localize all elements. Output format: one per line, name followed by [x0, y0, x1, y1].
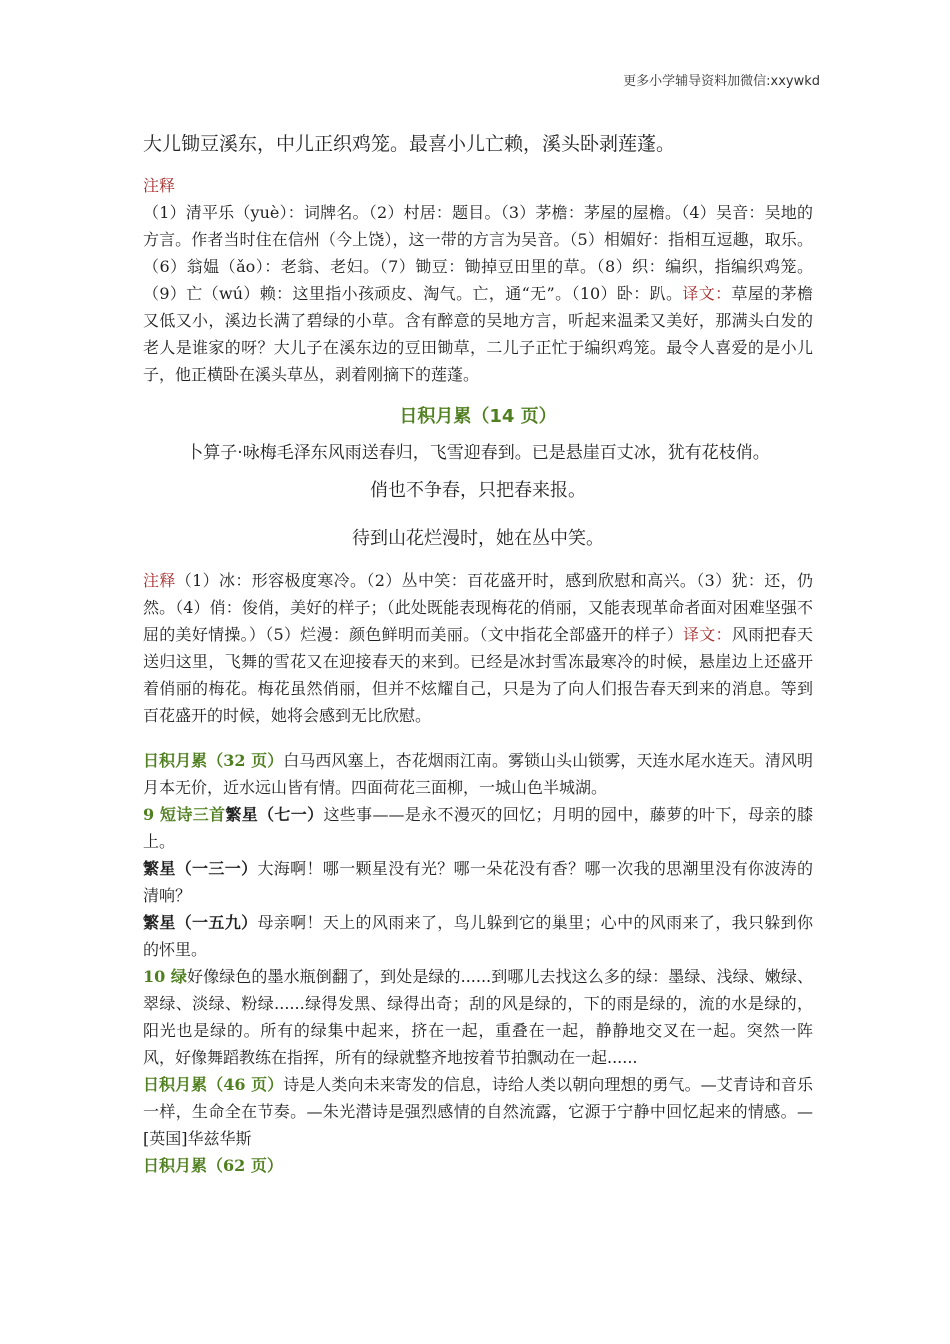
section32-paragraph	[143, 747, 813, 801]
lesson9-title: 9 短诗三首	[143, 805, 226, 824]
translation-label: 译文：	[682, 284, 732, 303]
lesson9-paragraph	[143, 801, 813, 855]
section32-text: 白马西风塞上，杏花烟雨江南。雾锁山头山锁雾，天连水尾水连天。清风明月本无价，近水远山皆有情。四面荷花三面柳，一城山色半城湖。	[143, 751, 813, 797]
poem2-line2: 俏也不争春，只把春来报。	[370, 480, 586, 501]
fanxing71-label: 繁星（七一）	[225, 805, 324, 824]
section-title-32: 日积月累（32 页）	[143, 751, 284, 770]
section-title-62: 日积月累（62 页）	[143, 1156, 283, 1175]
lesson10-title: 10 绿	[143, 967, 188, 986]
poem2-line1: 卜算子·咏梅毛泽东风雨送春归，飞雪迎春到。已是悬崖百丈冰，犹有花枝俏。	[186, 443, 770, 463]
fanxing159-label: 繁星（一五九）	[143, 913, 258, 932]
lesson10-paragraph	[143, 963, 813, 1071]
poem2-line3: 待到山花烂漫时，她在丛中笑。	[352, 528, 604, 549]
notes-label: 注释	[143, 176, 176, 195]
translation2-text: 风雨把春天送归这里，飞舞的雪花又在迎接春天的来到。已经是冰封雪冻最寒冷的时候，悬崖边上还盛开着俏丽的梅花。梅花虽然俏丽，但并不炫耀自己，只是为了向人们报告春天到来的消息。等到百花盛开的时候，她将会感到无比欣慰。	[143, 625, 813, 725]
fanxing131-text: 大海啊！哪一颗星没有光？哪一朵花没有香？哪一次我的思潮里没有你波涛的清响？	[143, 859, 813, 905]
section46-paragraph	[143, 1071, 813, 1152]
section-title-46: 日积月累（46 页）	[143, 1075, 284, 1094]
fanxing131-label: 繁星（一三一）	[143, 859, 258, 878]
fanxing131-paragraph	[143, 855, 813, 909]
notes-paragraph	[143, 199, 813, 388]
translation-text: 草屋的茅檐又低又小，溪边长满了碧绿的小草。含有醉意的吴地方言，听起来温柔又美好，那满头白发的老人是谁家的呀？大儿子在溪东边的豆田锄草，二儿子正忙于编织鸡笼。最令人喜爱的是小儿子，他正横卧在溪头草丛，剥着刚摘下的莲蓬。	[143, 284, 813, 384]
translation2-label: 译文：	[683, 625, 732, 644]
fanxing159-text: 母亲啊！天上的风雨来了，鸟儿躲到它的巢里；心中的风雨来了，我只躲到你的怀里。	[143, 913, 813, 959]
notes2-text: （1）冰：形容极度寒冷。（2）丛中笑：百花盛开时，感到欣慰和高兴。（3）犹：还，仍然。（4）俏：俊俏，美好的样子；（此处既能表现梅花的俏丽，又能表现革命者面对困难坚强不屈的美好情操。）（5）烂漫：颜色鲜明而美丽。（文中指花全部盛开的样子）	[143, 571, 813, 644]
section-title-14: 日积月累（14 页）	[399, 406, 557, 427]
main-content	[143, 130, 813, 1179]
fanxing159-paragraph	[143, 909, 813, 963]
lesson10-text: 好像绿色的墨水瓶倒翻了，到处是绿的......到哪儿去找这么多的绿：墨绿、浅绿、嫩绿、翠绿、淡绿、粉绿......绿得发黑、绿得出奇；刮的风是绿的，下的雨是绿的，流的水是绿的，阳光也是绿的。所有的绿集中起来，挤在一起，重叠在一起，静静地交叉在一起。突然一阵风，好像舞蹈教练在指挥，所有的绿就整齐地按着节拍飘动在一起......	[143, 967, 813, 1067]
notes2-paragraph	[143, 567, 813, 729]
section46-text: 诗是人类向未来寄发的信息，诗给人类以朝向理想的勇气。—艾青诗和音乐一样，生命全在节奏。—朱光潜诗是强烈感情的自然流露，它源于宁静中回忆起来的情感。—[英国]华兹华斯	[143, 1075, 813, 1148]
notes2-label: 注释	[143, 571, 176, 590]
fanxing71-text: 这些事——是永不漫灭的回忆；月明的园中，藤萝的叶下，母亲的膝上。	[143, 805, 813, 851]
notes-text: （1）清平乐（yuè）：词牌名。（2）村居：题目。（3）茅檐：茅屋的屋檐。（4）吴音：吴地的方言。作者当时住在信州（今上饶），这一带的方言为吴音。（5）相媚好：指相互逗趣，取乐。（6）翁媪（ǎo）：老翁、老妇。（7）锄豆：锄掉豆田里的草。（8）织：编织，指编织鸡笼。（9）亡（wú）赖：这里指小孩顽皮、淘气。亡，通“无”。（10）卧：趴。	[143, 203, 813, 303]
section62-paragraph	[143, 1152, 813, 1179]
poem-line: 大儿锄豆溪东，中儿正织鸡笼。最喜小儿亡赖，溪头卧剥莲蓬。	[143, 133, 676, 155]
page-header: 更多小学辅导资料加微信:xxywkd	[623, 74, 820, 89]
